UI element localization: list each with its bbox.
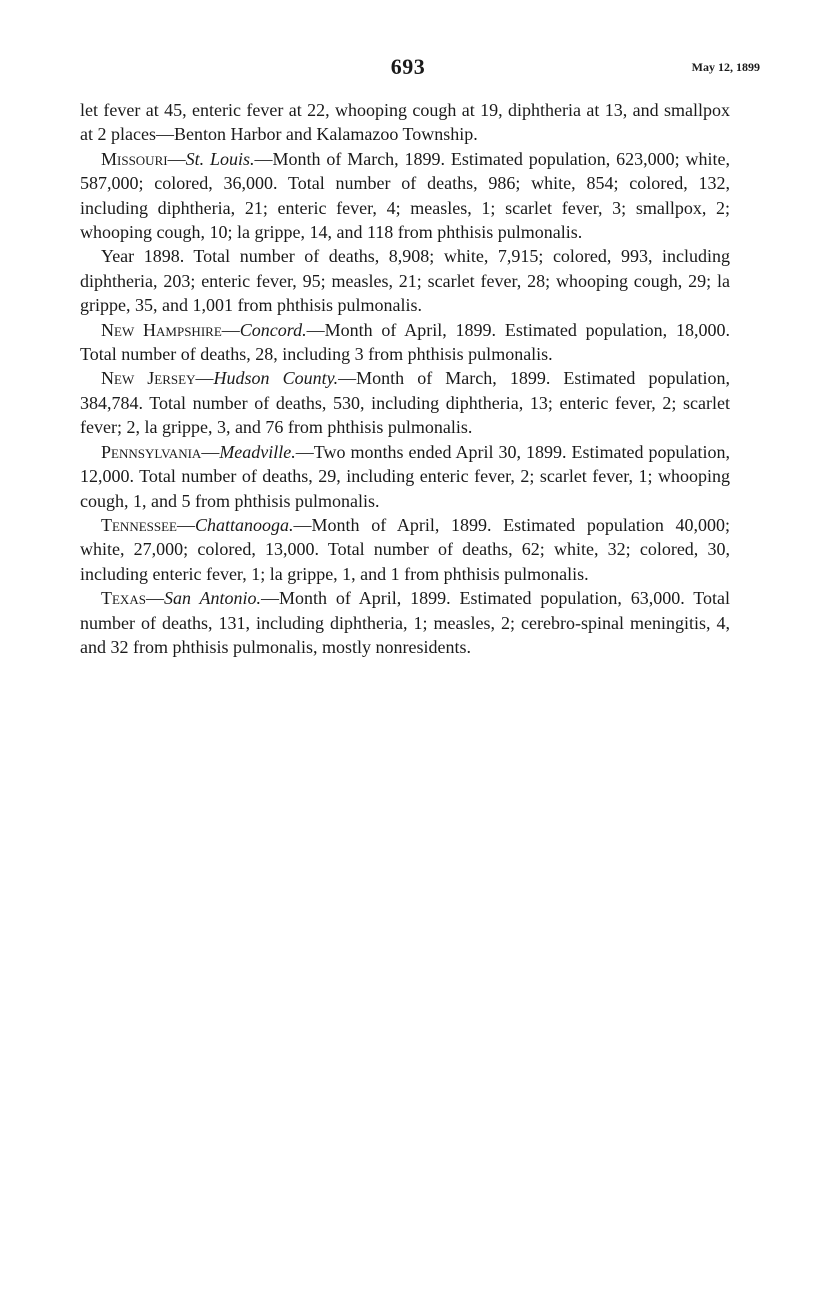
paragraph-tennessee (80, 513, 730, 586)
state-name: Missouri (101, 148, 168, 169)
running-date: May 12, 1899 (691, 60, 760, 74)
state-name: New Jersey (101, 368, 196, 389)
city-name: Concord. (239, 319, 307, 340)
paragraph-text: —Month of April, 1899. Estimated population, 63,000. Total number of deaths, 131, including diphtheria, 1; measles, 2; cerebro-spinal meningitis, 4, and 32 from phthisis pulmonalis, mostly nonresidents. (80, 588, 730, 657)
paragraph-text: —Month of April, 1899. Estimated population, 18,000. Total number of deaths, 28, including 3 from phthisis pulmonalis. (80, 319, 730, 365)
paragraph-pennsylvania (80, 440, 730, 513)
paragraph-new-jersey (80, 366, 730, 439)
paragraph-text: —Two months ended April 30, 1899. Estimated population, 12,000. Total number of deaths, 29, including enteric fever, 2; scarlet fever, 1; whooping cough, 1, and 5 from phthisis pulmonalis. (80, 441, 730, 511)
state-name: Pennsylvania (101, 441, 202, 462)
state-name: New Hampshire (101, 319, 222, 340)
paragraph-text: Year 1898. Total number of deaths, 8,908; white, 7,915; colored, 993, including diphtheria, 203; enteric fever, 95; measles, 21; scarlet fever, 28; whooping cough, 29; la grippe, 35, and 1,001 from phthisis pulmonalis. (80, 246, 730, 316)
paragraph-text: —Month of March, 1899. Estimated population, 623,000; white, 587,000; colored, 36,000. Total number of deaths, 986; white, 854; colored, 132, including diphtheria, 21; enteric fever, 4; measles, 1; scarlet fever, 3; smallpox, 2; whooping cough, 10; la grippe, 14, and 118 from phthisis pulmonalis. (80, 148, 730, 243)
page-number: 693 (390, 54, 426, 79)
paragraph-missouri-year (80, 244, 730, 317)
city-name: San Antonio. (163, 588, 261, 609)
separator: — (221, 319, 240, 340)
paragraph-new-hampshire (80, 318, 730, 367)
state-name: Texas (101, 588, 146, 609)
paragraph-texas (80, 586, 730, 659)
separator: — (145, 588, 164, 609)
paragraph-text: let fever at 45, enteric fever at 22, whooping cough at 19, diphtheria at 13, and smallpox at 2 places—Benton Harbor and Kalamazoo Township. (80, 100, 730, 145)
state-name: Tennessee (101, 514, 177, 535)
city-name: St. Louis. (185, 148, 255, 169)
city-name: Chattanooga. (195, 514, 294, 535)
city-name: Hudson County. (213, 368, 339, 389)
separator: — (195, 368, 214, 389)
separator: — (177, 514, 195, 535)
paragraph-text: —Month of April, 1899. Estimated population 40,000; white, 27,000; colored, 13,000. Total number of deaths, 62; white, 32; colored, 30, including enteric fever, 1; la grippe, 1, and 1 from phthisis pulmonalis. (80, 514, 730, 584)
paragraph-missouri (80, 147, 730, 245)
paragraph-continuation (80, 98, 730, 147)
report-body (80, 98, 730, 659)
separator: — (201, 441, 220, 462)
separator: — (167, 148, 186, 169)
city-name: Meadville. (219, 441, 296, 462)
paragraph-text: —Month of March, 1899. Estimated population, 384,784. Total number of deaths, 530, including diphtheria, 13; enteric fever, 2; scarlet fever; 2, la grippe, 3, and 76 from phthisis pulmonalis. (80, 368, 731, 438)
